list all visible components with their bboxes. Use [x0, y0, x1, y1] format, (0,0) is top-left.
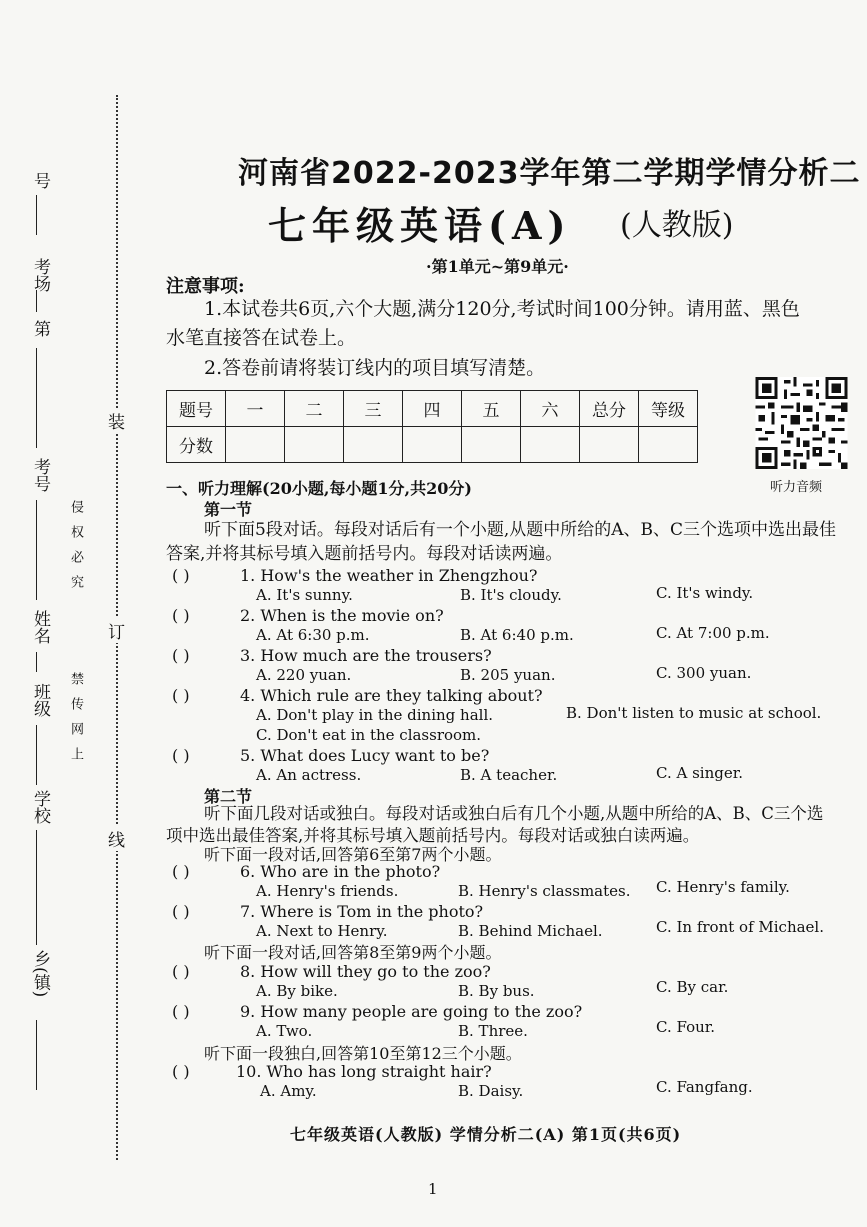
question-9: 9. How many people are going to the zoo? [240, 1002, 583, 1021]
qr-code-icon[interactable] [754, 377, 849, 469]
score-table-header-cell: 三 [344, 391, 403, 427]
q5-option-c: C. A singer. [656, 764, 744, 782]
answer-bracket[interactable]: ( ) [172, 566, 190, 585]
score-row-label: 分数 [167, 427, 226, 463]
seat-number-label: 号 [30, 172, 50, 189]
q2-option-a: A. At 6:30 p.m. [256, 626, 370, 644]
score-table-header-cell: 题号 [167, 391, 226, 427]
q9-option-b: B. Three. [458, 1022, 528, 1040]
question-2: 2. When is the movie on? [240, 606, 444, 625]
binding-zhuang: 装 [108, 408, 125, 433]
score-cell[interactable] [285, 427, 344, 463]
score-cell[interactable] [226, 427, 285, 463]
exam-room-label: 考场 [30, 258, 50, 292]
question-10: 10. Who has long straight hair? [236, 1062, 492, 1081]
answer-bracket[interactable]: ( ) [172, 646, 190, 665]
score-table-header-cell: 二 [285, 391, 344, 427]
q6-option-a: A. Henry's friends. [256, 882, 399, 900]
qr-caption: 听力音频 [770, 480, 823, 495]
score-cell[interactable] [521, 427, 580, 463]
question-5: 5. What does Lucy want to be? [240, 746, 490, 765]
q3-option-a: A. 220 yuan. [256, 666, 352, 684]
town-prefix-blank [36, 1020, 37, 1090]
unit-range: ·第1单元~第9单元· [426, 257, 569, 276]
score-cell[interactable] [462, 427, 521, 463]
score-table-score-row [167, 427, 698, 463]
answer-bracket[interactable]: ( ) [172, 606, 190, 625]
score-table [166, 390, 698, 463]
q8-option-c: C. By car. [656, 978, 729, 996]
question-7: 7. Where is Tom in the photo? [240, 902, 484, 921]
q4-option-c: C. Don't eat in the classroom. [256, 726, 482, 744]
town-blank [36, 830, 37, 945]
q1-option-a: A. It's sunny. [256, 586, 353, 604]
question-3: 3. How much are the trousers? [240, 646, 492, 665]
exam-no-blank [36, 348, 37, 448]
question-8: 8. How will they go to the zoo? [240, 962, 491, 981]
notice-item-1-line-2: 水笔直接答在试卷上。 [166, 327, 357, 349]
seat-prefix-label: 第 [30, 320, 50, 337]
q10-option-b: B. Daisy. [458, 1082, 524, 1100]
q9-option-c: C. Four. [656, 1018, 716, 1036]
dialog-intro-6-7: 听下面一段对话,回答第6至第7两个小题。 [204, 845, 502, 864]
answer-bracket[interactable]: ( ) [172, 1062, 190, 1081]
answer-bracket[interactable]: ( ) [172, 962, 190, 981]
copyright-warning: 侵权必究 [68, 500, 83, 600]
subject-title: 七年级英语(A) [268, 203, 572, 248]
score-table-header-cell: 等级 [639, 391, 698, 427]
q4-option-a: A. Don't play in the dining hall. [256, 706, 494, 724]
section1-title: 第一节 [204, 500, 253, 519]
section1-intro-line-2: 答案,并将其标号填入题前括号内。每段对话读两遍。 [166, 544, 563, 564]
q7-option-c: C. In front of Michael. [656, 918, 824, 936]
section2-intro-line-1: 听下面几段对话或独白。每段对话或独白后有几个小题,从题中所给的A、B、C三个选 [204, 804, 824, 823]
page-number: 1 [428, 1180, 438, 1198]
answer-bracket[interactable]: ( ) [172, 746, 190, 765]
dialog-intro-8-9: 听下面一段对话,回答第8至第9两个小题。 [204, 943, 502, 962]
answer-bracket[interactable]: ( ) [172, 902, 190, 921]
q3-option-c: C. 300 yuan. [656, 664, 752, 682]
answer-bracket[interactable]: ( ) [172, 862, 190, 881]
q5-option-b: B. A teacher. [460, 766, 558, 784]
section2-title: 第二节 [204, 787, 253, 806]
score-cell[interactable] [344, 427, 403, 463]
section2-intro-line-2: 项中选出最佳答案,并将其标号填入题前括号内。每段对话或独白读两遍。 [166, 826, 700, 845]
class-blank [36, 652, 37, 672]
question-1: 1. How's the weather in Zhengzhou? [240, 566, 538, 585]
q2-option-c: C. At 7:00 p.m. [656, 624, 770, 642]
section1-intro-line-1: 听下面5段对话。每段对话后有一个小题,从题中所给的A、B、C三个选项中选出最佳 [204, 520, 836, 540]
score-cell[interactable] [403, 427, 462, 463]
notice-item-2: 2.答卷前请将装订线内的项目填写清楚。 [204, 357, 546, 379]
q6-option-c: C. Henry's family. [656, 878, 790, 896]
q10-option-c: C. Fangfang. [656, 1078, 753, 1096]
q10-option-a: A. Amy. [260, 1082, 317, 1100]
q9-option-a: A. Two. [256, 1022, 313, 1040]
q8-option-a: A. By bike. [256, 982, 338, 1000]
score-table-header-cell: 四 [403, 391, 462, 427]
q3-option-b: B. 205 yuan. [460, 666, 556, 684]
q7-option-a: A. Next to Henry. [256, 922, 388, 940]
binding-xian: 线 [108, 826, 125, 851]
binding-ding: 订 [108, 618, 125, 643]
exam-room-blank [36, 290, 37, 312]
answer-bracket[interactable]: ( ) [172, 686, 190, 705]
q6-option-b: B. Henry's classmates. [458, 882, 631, 900]
q2-option-b: B. At 6:40 p.m. [460, 626, 574, 644]
name-blank [36, 500, 37, 600]
answer-bracket[interactable]: ( ) [172, 1002, 190, 1021]
score-table-header-cell: 总分 [580, 391, 639, 427]
monologue-intro-10-12: 听下面一段独白,回答第10至第12三个小题。 [204, 1044, 522, 1063]
score-table-header-cell: 六 [521, 391, 580, 427]
question-6: 6. Who are in the photo? [240, 862, 441, 881]
q7-option-b: B. Behind Michael. [458, 922, 603, 940]
q4-option-b: B. Don't listen to music at school. [566, 704, 822, 722]
score-table-header-row [167, 391, 698, 427]
page-footer: 七年级英语(人教版) 学情分析二(A) 第1页(共6页) [290, 1125, 682, 1144]
score-cell[interactable] [639, 427, 698, 463]
class-label: 班级 [30, 683, 50, 717]
edition-label: (人教版) [620, 208, 734, 243]
seat-number-blank [36, 195, 37, 235]
q1-option-b: B. It's cloudy. [460, 586, 562, 604]
school-blank [36, 725, 37, 785]
q1-option-c: C. It's windy. [656, 584, 754, 602]
part1-title: 一、听力理解(20小题,每小题1分,共20分) [166, 479, 472, 498]
score-table-header-cell: 一 [226, 391, 285, 427]
town-label: 乡(镇) [30, 950, 50, 998]
question-4: 4. Which rule are they talking about? [240, 686, 543, 705]
notice-title: 注意事项: [166, 276, 245, 297]
score-cell[interactable] [580, 427, 639, 463]
q8-option-b: B. By bus. [458, 982, 535, 1000]
name-label: 姓名 [30, 610, 50, 644]
q5-option-a: A. An actress. [256, 766, 362, 784]
exam-no-label: 考号 [30, 458, 50, 492]
notice-item-1-line-1: 1.本试卷共6页,六个大题,满分120分,考试时间100分钟。请用蓝、黑色 [204, 298, 800, 320]
score-table-header-cell: 五 [462, 391, 521, 427]
no-upload-warning: 禁传网上 [68, 672, 83, 772]
exam-title: 河南省2022-2023学年第二学期学情分析二 [238, 156, 861, 191]
school-label: 学校 [30, 790, 50, 824]
